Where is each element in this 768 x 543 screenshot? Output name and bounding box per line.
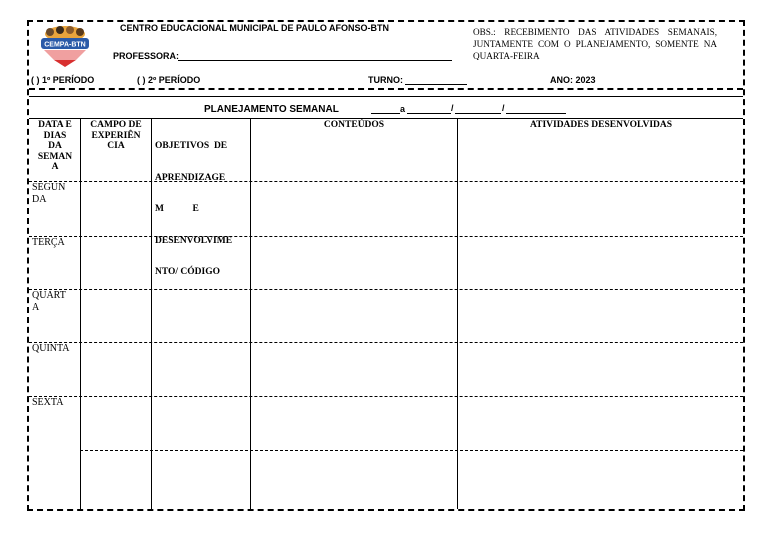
header-divider: [29, 88, 743, 90]
day-wednesday: QUART A: [32, 290, 66, 313]
date-end-year-field[interactable]: [506, 113, 566, 114]
header-contents: CONTEÚDOS: [323, 120, 385, 130]
school-logo: [36, 24, 94, 68]
shift-label: TURNO:: [368, 75, 403, 85]
period1-label: ( ) 1º PERÍODO: [31, 75, 95, 85]
teacher-name-field[interactable]: [178, 60, 452, 61]
date-end-day-field[interactable]: [407, 113, 451, 114]
row-divider: [29, 181, 743, 182]
school-name: CENTRO EDUCACIONAL MUNICIPAL DE PAULO AFONSO-BTN: [120, 23, 389, 33]
header-experience-field: CAMPO DE EXPERIÊN CIA: [90, 120, 142, 151]
date-end-month-field[interactable]: [455, 113, 501, 114]
obs-note: OBS.: RECEBIMENTO DAS ATIVIDADES SEMANAIS, JUNTAMENTE COM O PLANEJAMENTO, SOMENTE NA QUARTA-FEIRA: [473, 27, 717, 60]
row-divider: [29, 289, 743, 290]
date-separator-1: /: [451, 103, 454, 113]
year-label: ANO: 2023: [550, 75, 596, 85]
row-divider: [80, 450, 743, 451]
row-divider: [29, 236, 743, 237]
day-friday: SEXTA: [32, 397, 64, 408]
period2-label: ( ) 2º PERÍODO: [137, 75, 201, 85]
range-separator: a: [400, 104, 406, 114]
shift-field[interactable]: [405, 84, 467, 85]
planning-title: PLANEJAMENTO SEMANAL: [204, 104, 339, 115]
header-date-days: DATA E DIAS DA SEMAN A: [37, 120, 73, 172]
teacher-label: PROFESSORA:: [113, 51, 180, 61]
day-thursday: QUINTA: [32, 343, 70, 354]
logo-text: CEMPA-BTN: [44, 41, 86, 49]
page-frame: [27, 20, 745, 511]
planning-divider: [29, 96, 743, 97]
row-divider: [29, 396, 743, 397]
table-top-border: [29, 118, 743, 119]
header-activities: ATIVIDADES DESENVOLVIDAS: [529, 120, 673, 130]
row-divider: [29, 342, 743, 343]
day-tuesday: TERÇA: [32, 237, 65, 248]
header-objectives: OBJETIVOS DE APRENDIZAGE M E DESENVOLVIME NTO/ CÓDIGO: [155, 141, 233, 277]
date-start-day-field[interactable]: [371, 113, 400, 114]
day-monday: SEGUN DA: [32, 182, 66, 205]
date-separator-2: /: [502, 103, 505, 113]
